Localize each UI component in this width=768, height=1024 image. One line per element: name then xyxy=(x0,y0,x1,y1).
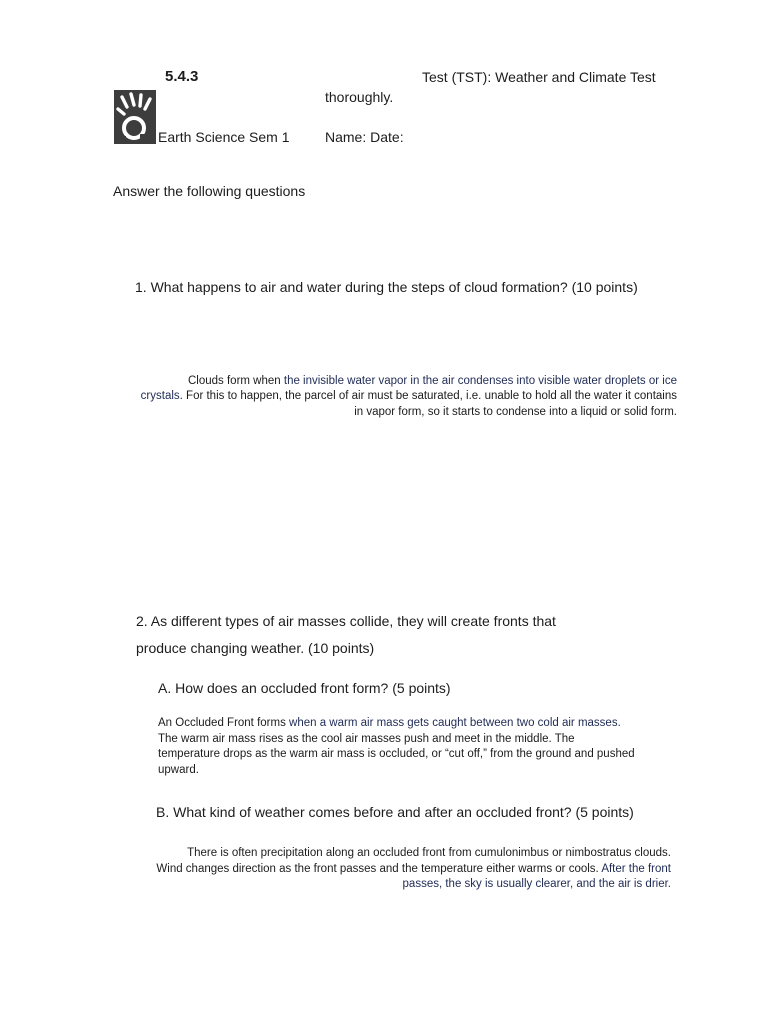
answer-text: upward. xyxy=(158,763,199,776)
light-bulb-logo-icon xyxy=(114,90,156,144)
answer-highlight: passes, the sky is usually clearer, and the air is drier. xyxy=(402,878,671,891)
question-1-prompt: 1. What happens to air and water during the steps of cloud formation? (10 points) xyxy=(135,279,638,295)
answer-text: in vapor form, so it starts to condense into a liquid or solid form. xyxy=(354,405,677,418)
title-continuation: thoroughly. xyxy=(325,89,394,105)
question-2a-prompt: A. How does an occluded front form? (5 points) xyxy=(158,680,451,696)
question-2b-answer xyxy=(96,846,671,893)
answer-highlight: After the front xyxy=(601,862,671,875)
course-name: Earth Science Sem 1 xyxy=(158,129,290,145)
answer-text: An Occluded Front forms xyxy=(158,717,290,729)
question-2-line: produce changing weather. (10 points) xyxy=(136,640,375,656)
answer-text: temperature drops as the warm air mass is occluded, or “cut off,” from the ground and pushed xyxy=(158,748,635,761)
answer-highlight: the invisible water vapor in the air condenses into visible water droplets or ice xyxy=(283,375,677,387)
answer-text: The warm air mass rises as the cool air masses push and meet in the middle. The xyxy=(158,732,575,745)
lesson-number: 5.4.3 xyxy=(165,68,199,85)
answer-text: . For this to happen, the parcel of air must be saturated, i.e. unable to hold all the water it contains xyxy=(179,390,677,403)
instructions: Answer the following questions xyxy=(113,183,306,199)
question-2-prompt xyxy=(136,608,556,662)
answer-text: Wind changes direction as the front passes and the temperature either warms or cools. xyxy=(156,862,602,875)
test-title: Test (TST): Weather and Climate Test xyxy=(422,69,656,85)
question-2-line: 2. As different types of air masses collide, they will create fronts that xyxy=(136,613,556,629)
question-2b-prompt: B. What kind of weather comes before and after an occluded front? (5 points) xyxy=(156,804,634,820)
answer-highlight: crystals xyxy=(140,390,180,403)
answer-highlight: when a warm air mass gets caught between two cold air masses xyxy=(289,717,618,729)
question-2a-answer xyxy=(158,716,680,778)
name-date-label: Name: Date: xyxy=(325,129,404,145)
question-1-answer xyxy=(93,374,677,420)
answer-text: There is often precipitation along an occluded front from cumulonimbus or nimbostratus clouds. xyxy=(187,847,671,859)
answer-highlight: . xyxy=(617,717,621,729)
answer-text: Clouds form when xyxy=(188,375,284,387)
